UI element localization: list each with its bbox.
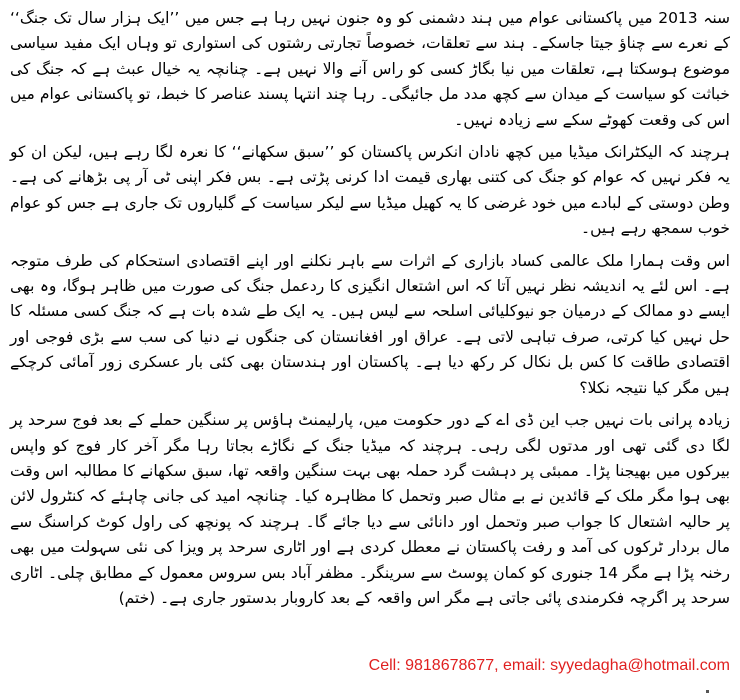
- contact-line: Cell: 9818678677, email: syyedagha@hotmail.com: [368, 657, 730, 674]
- article-body: [10, 6, 730, 611]
- paragraph-3: اس وقت ہمارا ملک عالمی کساد بازاری کے اثرات سے باہر نکلنے اور اپنے اقتصادی استحکام کی طرف متوجہ ہے۔ اس لئے یہ اندیشہ نظر نہیں آتا کہ اس اشتعال انگیزی کا ردعمل جنگ کی صورت میں ظاہر ہوگا، وہ بھی ایسے دو ممالک کے درمیان جو نیوکلیائی اسلحہ سے لیس ہیں۔ یہ ایک طے شدہ بات ہے کہ جنگ کسی مسئلہ کا حل نہیں کیا کرتی، صرف تباہی لاتی ہے۔ عراق اور افغانستان کی جنگوں نے دنیا کی سب سے بڑی فوجی اور اقتصادی طاقت کا کس بل نکال کر رکھ دیا ہے۔ پاکستان اور ہندستان بھی کئی بار عسکری زور آمائی کرچکے ہیں مگر کیا نتیجہ نکلا؟: [10, 251, 730, 397]
- paragraph-2: ہرچند کہ الیکٹرانک میڈیا میں کچھ نادان انکرس پاکستان کو ’’سبق سکھانے‘‘ کا نعرہ لگا رہے ہیں، لیکن ان کو یہ فکر نہیں کہ عوام کو جنگ کی کتنی بھاری قیمت ادا کرنی پڑتی ہے۔ بس فکر اپنی ٹی آر پی بڑھانے کی ہے۔ وطن دوستی کے لبادے میں خود غرضی کا یہ کھیل میڈیا سے لیکر سیاست کے گلیاروں تک جاری ہے جس کو عوام خوب سمجھ رہے ہیں۔: [10, 143, 730, 238]
- paragraph-1: سنہ 2013 میں پاکستانی عوام میں ہند دشمنی کو وہ جنون نہیں رہا ہے جس میں ’’ایک ہزار سال تک جنگ‘‘ کے نعرے سے چناؤ جیتا جاسکے۔ ہند سے تعلقات، خصوصاً تجارتی رشتوں کی استواری تو وہاں ایک مفید سیاسی موضوع ہوسکتا ہے، تعلقات میں نیا بگاڑ کسی کو راس آنے والا نہیں ہے۔ چنانچہ یہ خیال عبث ہے کہ جنگ کی خباثت کو سیاست کے میدان سے کچھ مدد مل جائیگی۔ رہا چند انتہا پسند عناصر کا خبط، تو پاکستانی عوام میں اس کی وقعت کھوٹے سکے سے زیادہ نہیں۔: [10, 9, 730, 129]
- corner-dot: [706, 690, 709, 693]
- paragraph-4: زیادہ پرانی بات نہیں جب این ڈی اے کے دور حکومت میں، پارلیمنٹ ہاؤس پر سنگین حملے کے بعد فوج سرحد پر لگا دی گئی تھی اور مدتوں لگی رہی۔ ہرچند کہ میڈیا جنگ کے نگاڑے بجاتا رہا مگر آخر کار فوج کو واپس بیرکوں میں بھیجنا پڑا۔ ممبئی پر دہشت گرد حملہ بھی بہت سنگین واقعہ تھا، سبق سکھانے کا مطالبہ اس وقت بھی ہوا مگر ملک کے قائدین نے بے مثال صبر وتحمل کا مظاہرہ کیا۔ چنانچہ امید کی جانی چاہئے کہ کنٹرول لائن پر حالیہ اشتعال کا جواب صبر وتحمل اور دانائی سے دیا جائے گا۔ ہرچند کہ پونچھ کی راول کوٹ کراسنگ سے مال بردار ٹرکوں کی آمد و رفت پاکستان نے معطل کردی ہے اور اٹاری سرحد پر ویزا کی نئی سہولت میں بھی رخنہ پڑا ہے مگر 14 جنوری کو کمان پوسٹ سے سرینگر۔ مظفر آباد بس سروس معمول کے مطابق چلی۔ اٹاری سرحد پر اگرچہ فکرمندی پائی جاتی ہے مگر اس واقعہ کے بعد کاروبار بدستور جاری ہے۔ (ختم): [10, 411, 730, 607]
